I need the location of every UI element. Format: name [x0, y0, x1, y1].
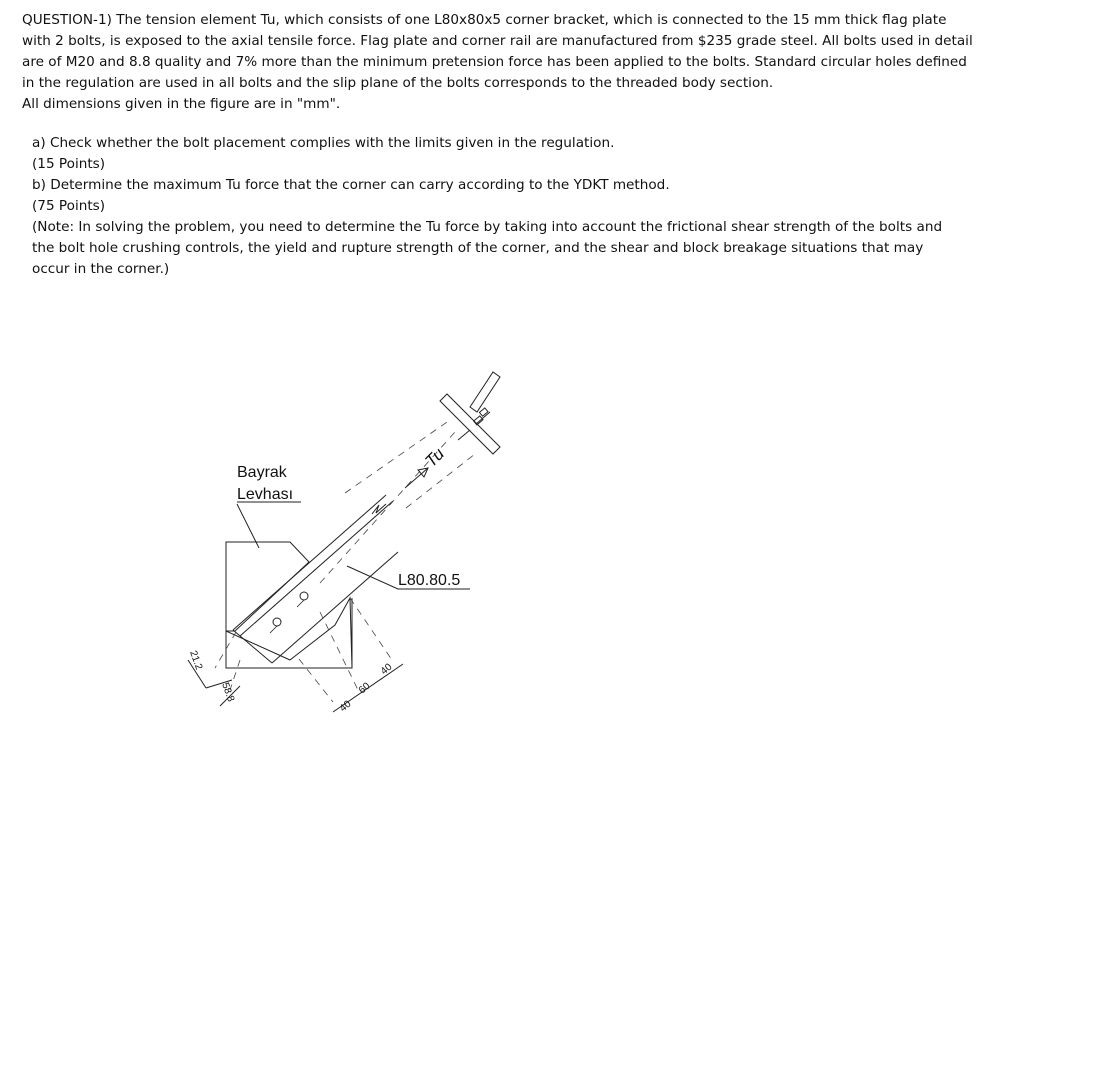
- dimension-edge: 58.8: [219, 681, 237, 704]
- part-b-points: (75 Points): [32, 198, 106, 214]
- part-a-points: (15 Points): [32, 156, 106, 172]
- bolt-mark: [270, 626, 277, 633]
- dim-extension: [350, 598, 392, 660]
- question-line: QUESTION-1) The tension element Tu, which consists of one L80x80x5 corner bracket, which is connected to the 15 mm thick flag plate: [22, 12, 947, 28]
- bolt-mark: [297, 600, 304, 607]
- part-a-text: a) Check whether the bolt placement complies with the limits given in the regulation.: [32, 135, 615, 151]
- bolt-hole: [300, 592, 308, 600]
- angle-leg-line: [233, 495, 386, 630]
- note-line: the bolt hole crushing controls, the yield and rupture strength of the corner, and the shear and block breakage situations that may: [32, 240, 924, 256]
- part-b-text: b) Determine the maximum Tu force that the corner can carry according to the YDKT method.: [32, 177, 670, 193]
- dimension-pitch: 40: [378, 661, 395, 678]
- note-line: occur in the corner.): [32, 261, 170, 277]
- angle-section-view: [440, 372, 500, 454]
- dim-extension: [299, 659, 333, 702]
- question-line: with 2 bolts, is exposed to the axial tensile force. Flag plate and corner rail are manufactured from $235 grade steel. All bolts used in detail: [22, 33, 973, 49]
- question-line: All dimensions given in the figure are in "mm".: [22, 96, 341, 112]
- leader-line: [237, 504, 259, 548]
- force-arrow-line: [405, 468, 428, 488]
- angle-leg-line: [240, 501, 393, 636]
- flag-plate-label: Bayrak: [237, 464, 287, 481]
- question-line: in the regulation are used in all bolts and the slip plane of the bolts corresponds to the threaded body section.: [22, 75, 774, 91]
- leader-line: [347, 566, 398, 589]
- dimension-pitch: 40: [337, 698, 354, 715]
- force-label: Tu: [421, 444, 448, 471]
- dimension-gauge: 21.2: [187, 649, 205, 672]
- bolt-hole: [273, 618, 281, 626]
- angle-end-line: [233, 630, 272, 663]
- flag-plate-label: Levhası: [237, 486, 294, 503]
- flag-plate-lower: [226, 598, 352, 668]
- question-line: are of M20 and 8.8 quality and 7% more than the minimum pretension force has been applied to the bolts. Standard circular holes defined: [22, 54, 967, 70]
- note-line: (Note: In solving the problem, you need to determine the Tu force by taking into account the frictional shear strength of the bolts and: [32, 219, 943, 235]
- angle-leg-line: [272, 552, 398, 663]
- angle-section-label: L80.80.5: [398, 572, 461, 589]
- dimension-pitch: 60: [356, 680, 373, 697]
